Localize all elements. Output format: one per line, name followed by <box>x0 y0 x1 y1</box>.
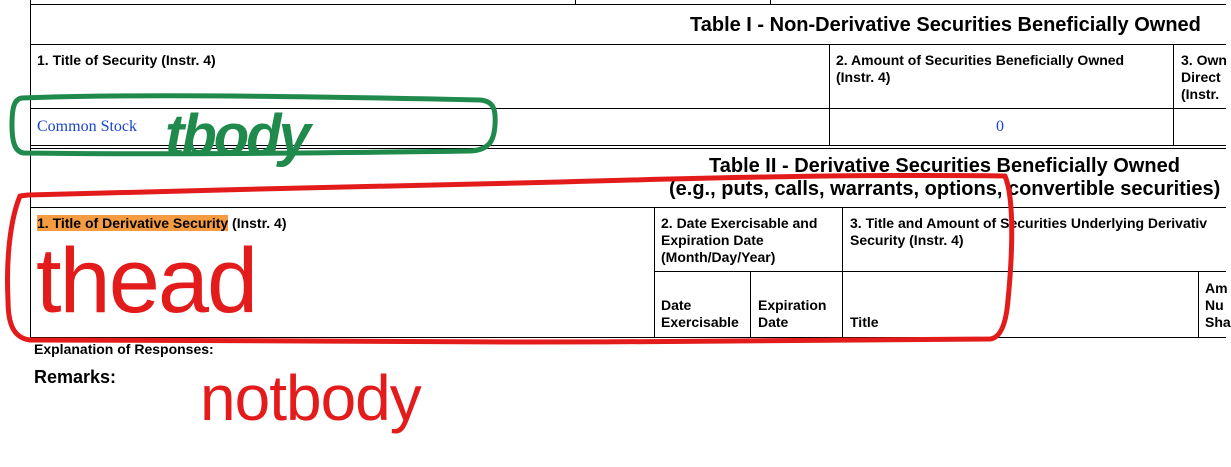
table1-col2-header-line1: 2. Amount of Securities Beneficially Owned <box>836 52 1125 68</box>
title-of-derivative-security-highlight: 1. Title of Derivative Security <box>37 215 229 231</box>
table2-col2-header-line1: 2. Date Exercisable and <box>661 215 818 231</box>
table1-col3-header-line3: (Instr. <box>1181 86 1220 102</box>
table1-col3-header-line1: 3. Own <box>1181 52 1227 68</box>
common-stock-link[interactable]: Common Stock <box>37 118 138 135</box>
table2-title-line1: Table II - Derivative Securities Beneficially Owned <box>709 155 1180 177</box>
table2-col2-header-line3: (Month/Day/Year) <box>661 249 776 265</box>
sub-date-exercisable-line1: Date <box>661 297 692 313</box>
table1-col1-header: 1. Title of Security (Instr. 4) <box>37 52 216 68</box>
table1-amount-value: 0 <box>996 118 1004 135</box>
table2-col1-header-rest: (Instr. 4) <box>228 215 287 231</box>
thead-annotation: thead <box>36 230 257 332</box>
remarks-label: Remarks: <box>34 367 117 387</box>
sub-title: Title <box>850 314 879 330</box>
sub-amount-line1: Am <box>1205 280 1228 296</box>
sub-expiration-date-line1: Expiration <box>758 297 827 313</box>
table1-col3-header-line2: Direct <box>1181 69 1221 85</box>
table1-col2-header-line2: (Instr. 4) <box>836 69 891 85</box>
sub-date-exercisable-line2: Exercisable <box>661 314 739 330</box>
tbody-annotation: tbody <box>165 103 308 168</box>
explanation-of-responses: Explanation of Responses: <box>34 341 214 357</box>
sub-amount-line2: Nu <box>1205 297 1224 313</box>
table1-title: Table I - Non-Derivative Securities Beneficially Owned <box>690 14 1201 36</box>
sub-expiration-date-line2: Date <box>758 314 789 330</box>
table2-col2-header-line2: Expiration Date <box>661 232 764 248</box>
table2-col3-header-line2: Security (Instr. 4) <box>850 232 964 248</box>
notbody-annotation: notbody <box>200 362 421 434</box>
table2-col3-header-line1: 3. Title and Amount of Securities Underlying Derivativ <box>850 215 1208 231</box>
table2-title-line2: (e.g., puts, calls, warrants, options, convertible securities) <box>669 178 1221 200</box>
sub-amount-line3: Sha <box>1205 314 1231 330</box>
